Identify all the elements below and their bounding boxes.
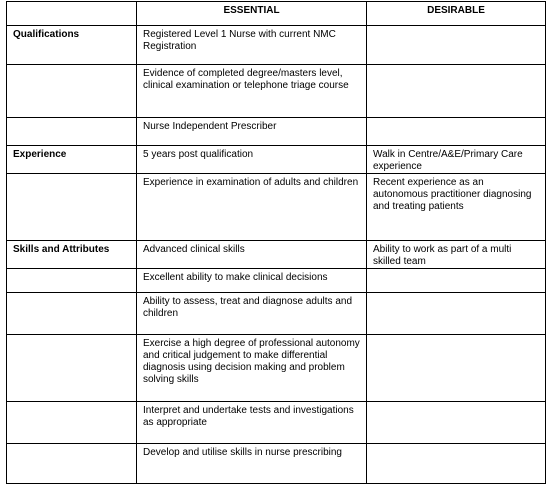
desirable-cell: Recent experience as an autonomous practitioner diagnosing and treating patients bbox=[367, 174, 546, 241]
category-cell: Skills and Attributes bbox=[7, 241, 137, 269]
table-row bbox=[7, 174, 546, 241]
category-cell: Experience bbox=[7, 146, 137, 174]
header-row bbox=[7, 2, 546, 26]
category-cell bbox=[7, 402, 137, 444]
category-cell bbox=[7, 174, 137, 241]
table-row bbox=[7, 402, 546, 444]
header-blank-cell bbox=[7, 2, 137, 26]
table-row bbox=[7, 293, 546, 335]
essential-cell: Excellent ability to make clinical decisions bbox=[137, 269, 367, 293]
desirable-cell bbox=[367, 444, 546, 484]
essential-cell: Nurse Independent Prescriber bbox=[137, 118, 367, 146]
essential-cell: Develop and utilise skills in nurse prescribing bbox=[137, 444, 367, 484]
essential-cell: Advanced clinical skills bbox=[137, 241, 367, 269]
category-cell bbox=[7, 65, 137, 118]
desirable-cell: Walk in Centre/A&E/Primary Care experience bbox=[367, 146, 546, 174]
desirable-cell bbox=[367, 65, 546, 118]
table-row bbox=[7, 26, 546, 65]
header-essential: ESSENTIAL bbox=[137, 2, 367, 26]
desirable-cell: Ability to work as part of a multi skilled team bbox=[367, 241, 546, 269]
essential-cell: Evidence of completed degree/masters level, clinical examination or telephone triage course bbox=[137, 65, 367, 118]
table-row bbox=[7, 146, 546, 174]
essential-cell: Registered Level 1 Nurse with current NMC Registration bbox=[137, 26, 367, 65]
table-row bbox=[7, 335, 546, 402]
category-cell bbox=[7, 444, 137, 484]
essential-cell: Interpret and undertake tests and investigations as appropriate bbox=[137, 402, 367, 444]
table-row bbox=[7, 241, 546, 269]
desirable-cell bbox=[367, 402, 546, 444]
table-row bbox=[7, 444, 546, 484]
header-desirable: DESIRABLE bbox=[367, 2, 546, 26]
category-cell bbox=[7, 118, 137, 146]
desirable-cell bbox=[367, 118, 546, 146]
desirable-cell bbox=[367, 26, 546, 65]
table-row bbox=[7, 118, 546, 146]
desirable-cell bbox=[367, 335, 546, 402]
essential-cell: Exercise a high degree of professional autonomy and critical judgement to make differential diagnosis using decision making and problem solving skills bbox=[137, 335, 367, 402]
person-specification-table bbox=[6, 1, 546, 484]
desirable-cell bbox=[367, 293, 546, 335]
table-row bbox=[7, 65, 546, 118]
desirable-cell bbox=[367, 269, 546, 293]
category-cell bbox=[7, 269, 137, 293]
category-cell: Qualifications bbox=[7, 26, 137, 65]
category-cell bbox=[7, 293, 137, 335]
essential-cell: 5 years post qualification bbox=[137, 146, 367, 174]
table-row bbox=[7, 269, 546, 293]
essential-cell: Ability to assess, treat and diagnose adults and children bbox=[137, 293, 367, 335]
category-cell bbox=[7, 335, 137, 402]
essential-cell: Experience in examination of adults and children bbox=[137, 174, 367, 241]
